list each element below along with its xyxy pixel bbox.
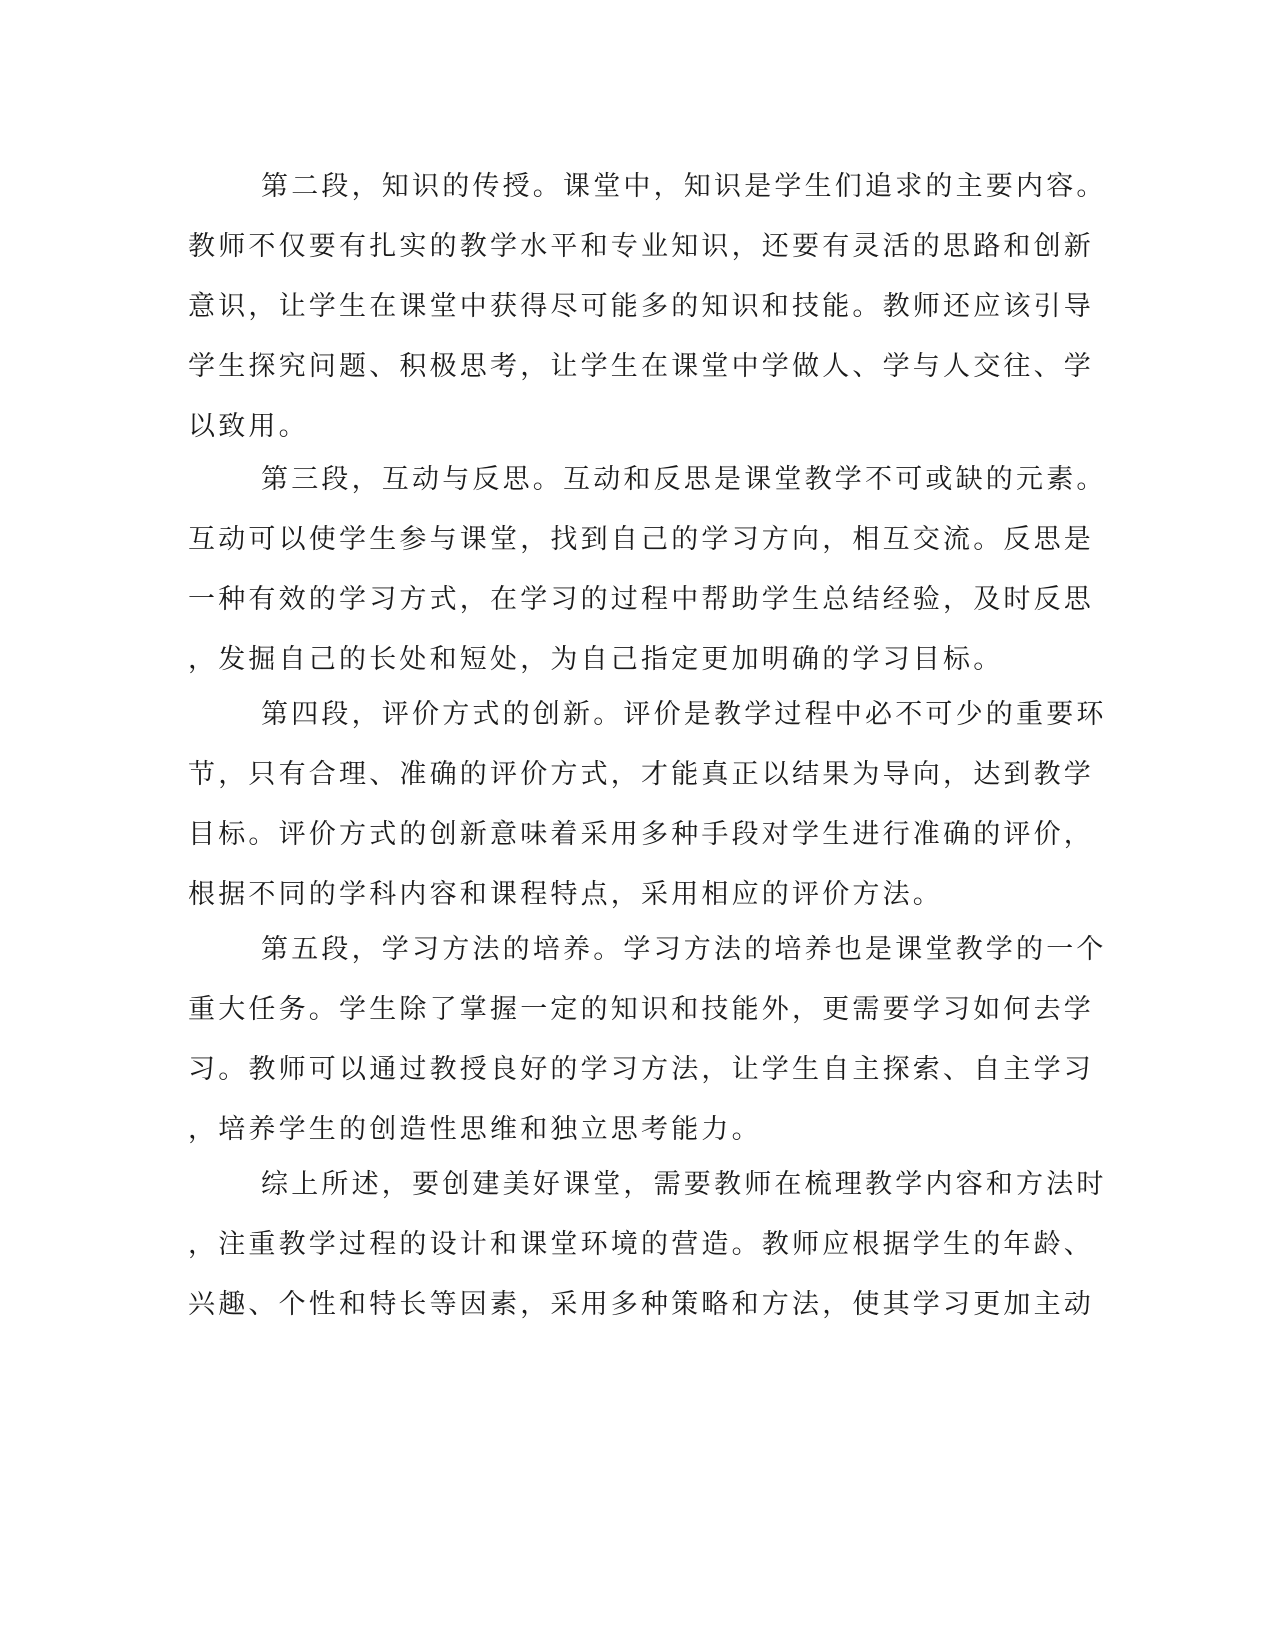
text-line: 节，只有合理、准确的评价方式，才能真正以结果为导向，达到教学 [188, 759, 1094, 790]
text-line: 综上所述，要创建美好课堂，需要教师在梳理教学内容和方法时 [261, 1169, 1107, 1200]
text-line: 习。教师可以通过教授良好的学习方法，让学生自主探索、自主学习 [188, 1054, 1094, 1085]
text-line: 兴趣、个性和特长等因素，采用多种策略和方法，使其学习更加主动 [188, 1289, 1094, 1320]
paragraph-knowledge [188, 157, 1107, 457]
paragraph-interaction [188, 450, 1107, 690]
text-line: 一种有效的学习方式，在学习的过程中帮助学生总结经验，及时反思 [188, 584, 1094, 615]
text-line: 互动可以使学生参与课堂，找到自己的学习方向，相互交流。反思是 [188, 524, 1094, 555]
text-line: 第三段，互动与反思。互动和反思是课堂教学不可或缺的元素。 [261, 464, 1107, 495]
text-line: ，培养学生的创造性思维和独立思考能力。 [188, 1114, 762, 1145]
paragraph-conclusion [188, 1155, 1107, 1335]
text-line: 学生探究问题、积极思考，让学生在课堂中学做人、学与人交往、学 [188, 351, 1094, 382]
paragraph-evaluation [188, 685, 1107, 925]
paragraph-learning-methods [188, 920, 1107, 1160]
text-line: 根据不同的学科内容和课程特点，采用相应的评价方法。 [188, 879, 943, 910]
text-line: 第四段，评价方式的创新。评价是教学过程中必不可少的重要环 [261, 699, 1107, 730]
text-line: 以致用。 [188, 411, 309, 442]
text-line: 教师不仅要有扎实的教学水平和专业知识，还要有灵活的思路和创新 [188, 231, 1094, 262]
text-line: ，发掘自己的长处和短处，为自己指定更加明确的学习目标。 [188, 644, 1004, 675]
text-line: 目标。评价方式的创新意味着采用多种手段对学生进行准确的评价， [188, 819, 1094, 850]
text-line: ，注重教学过程的设计和课堂环境的营造。教师应根据学生的年龄、 [188, 1229, 1094, 1260]
text-line: 第二段，知识的传授。课堂中，知识是学生们追求的主要内容。 [261, 171, 1107, 202]
text-line: 意识，让学生在课堂中获得尽可能多的知识和技能。教师还应该引导 [188, 291, 1094, 322]
text-line: 重大任务。学生除了掌握一定的知识和技能外，更需要学习如何去学 [188, 994, 1094, 1025]
text-line: 第五段，学习方法的培养。学习方法的培养也是课堂教学的一个 [261, 934, 1107, 965]
